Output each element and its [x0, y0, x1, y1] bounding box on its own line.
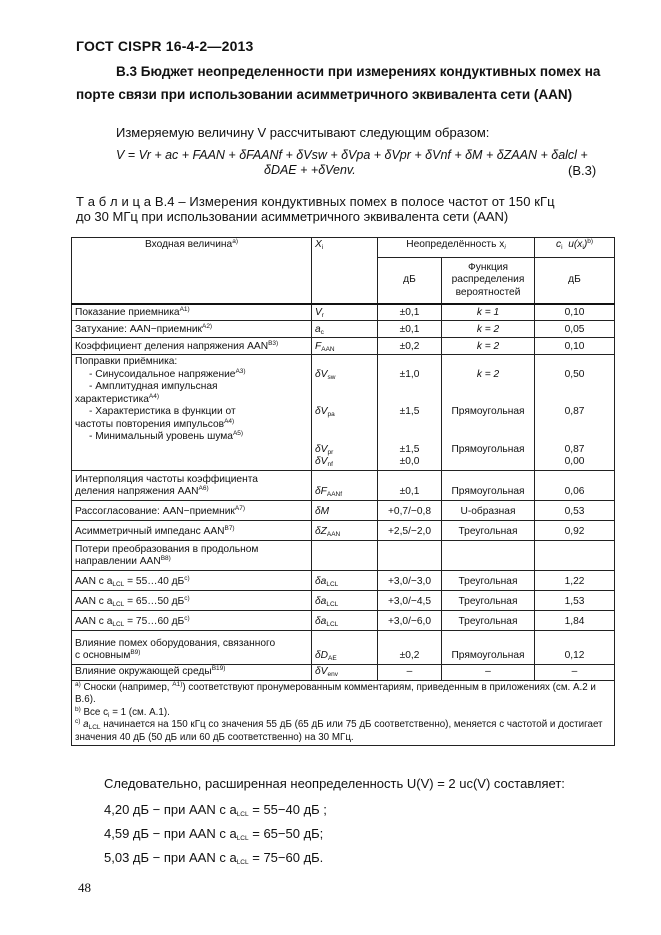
page-number: 48	[78, 880, 91, 895]
section-title-line1: В.3 Бюджет неопределенности при измерениях кондуктивных помех на	[116, 64, 601, 79]
table-footnotes	[72, 680, 615, 746]
table-caption-line1: Т а б л и ц а В.4 – Измерения кондуктивных помех в полосе частот от 150 кГц	[76, 194, 555, 209]
header-ci-ui: $c_i$ $u(x_i)^{b)}$	[535, 238, 615, 258]
header-distribution: Функция распределения вероятностей	[442, 258, 535, 304]
result-line-2: 4,59 дБ − при AAN с $a_{LCL} = 65-50$ дБ;	[104, 826, 324, 842]
table-row: AAN с $a_{LCL}$ = 55…40 $дБ^{c)}$ $\delta a_{LCL}$ +3,0/−3,0 Треугольная 1,22	[72, 570, 615, 590]
header-input-quantity: Входная величина$^{a)}$	[72, 238, 312, 304]
table-row: Асимметричный импеданс $AAN^{B7)}$ $\delta Z_{AAN}$ +2,5/−2,0 Треугольная 0,92	[72, 520, 615, 540]
intro-text: Измеряемую величину V рассчитывают следующим образом:	[116, 125, 490, 140]
document-header: ГОСТ CISPR 16-4-2—2013	[76, 38, 254, 54]
header-uncertainty: Неопределённость $x_i$	[378, 238, 535, 258]
equation-number: (В.3)	[568, 163, 597, 178]
result-line-1: 4,20 дБ − при AAN с $a_{LCL} = 55-40$ дБ ;	[104, 802, 327, 818]
uncertainty-table	[71, 237, 615, 746]
header-db2: дБ	[535, 258, 615, 304]
footnote-a: $^{a)}$ Сноски (например, $^{A1)}$) соответствуют пронумерованным комментариям, приведенным в приложениях (см. А.2 и В.6).	[75, 680, 596, 705]
footnote-b: $^{b)}$ Все $c_i = 1$ (см. А.1).	[75, 705, 170, 719]
table-row-receiver-corrections: Поправки приёмника: - Синусоидальное напряжение$^{A3)}$ - Амплитудная импульсная характеристика$^{A4)}$ - Характеристика в функции от частоты повторения импульсов$^{A4)}$ - Минимальный уровень шума$^{A5)}$ $\delta V_{sw}$ $\delta V_{pa}$ $\delta V_{pr}$ $\delta V_{nf}$ ±1,0 ±1,5 ±1,5 ±0,0 k = 2 Прямоугольная Прямоугольная 0,50 0,87 0,87 0,00	[72, 355, 615, 471]
table-row: Потери преобразования в продольном направлении $AAN^{B8)}$	[72, 540, 615, 570]
table-row: Влияние помех оборудования, связанного с основным$^{B9)}$ $\delta D_{AE}$ ±0,2 Прямоугольная 0,12	[72, 630, 615, 664]
formula-line1: V = Vr + ac + FAAN + δFAANf + δVsw + δVpa + δVpr + δVnf + δM + δZAAN + δalcl +	[116, 148, 588, 162]
formula-line2: δDAE + +δVenv.	[264, 163, 356, 177]
table-row: Интерполяция частоты коэффициента деления напряжения $AAN^{A6)}$ $\delta F_{AANf}$ ±0,1 Прямоугольная 0,06	[72, 470, 615, 500]
table-row: Коэффициент деления напряжения $AAN^{B3)}$ $F_{AAN}$ ±0,2 k = 2 0,10	[72, 338, 615, 355]
section-title-line2: порте связи при использовании асимметричного эквивалента сети (ААN)	[76, 87, 573, 102]
equation-b3	[116, 148, 606, 178]
footnote-c: $^{c)}$ $a_{LCL}$ начинается на 150 кГц со значения 55 дБ (65 дБ или 75 дБ соответственно), меняется с частотой и достигает значения 40 дБ (50 дБ или 60 дБ соответственно) на 30 МГц.	[75, 718, 603, 743]
table-row: Затухание: AAN−приемник$^{A2)}$ $a_c$ ±0,1 k = 2 0,05	[72, 321, 615, 338]
header-xi: $X_i$	[312, 238, 378, 304]
result-intro: Следовательно, расширенная неопределенность U(V) = 2 uc(V) составляет:	[104, 776, 565, 791]
result-line-3: 5,03 дБ − при AAN с $a_{LCL} = 75-60$ дБ.	[104, 850, 324, 866]
table-row: Показание приемника$^{A1)}$ $V_r$ ±0,1 k = 1 0,10	[72, 304, 615, 321]
header-db: дБ	[378, 258, 442, 304]
table-row: AAN с $a_{LCL}$ = 65…50 $дБ^{c)}$ $\delta a_{LCL}$ +3,0/−4,5 Треугольная 1,53	[72, 590, 615, 610]
table-caption-line2: до 30 МГц при использовании асимметричного эквивалента сети (ААN)	[76, 209, 509, 224]
table-row: Влияние окружающей среды$^{B19)}$ $\delta V_{env}$ – – –	[72, 664, 615, 680]
table-row: Рассогласование: AAN−приемник$^{A7)}$ δM +0,7/−0,8 U-образная 0,53	[72, 500, 615, 520]
table-row: AAN с $a_{LCL}$ = 75…60 $дБ^{c)}$ $\delta a_{LCL}$ +3,0/−6,0 Треугольная 1,84	[72, 610, 615, 630]
